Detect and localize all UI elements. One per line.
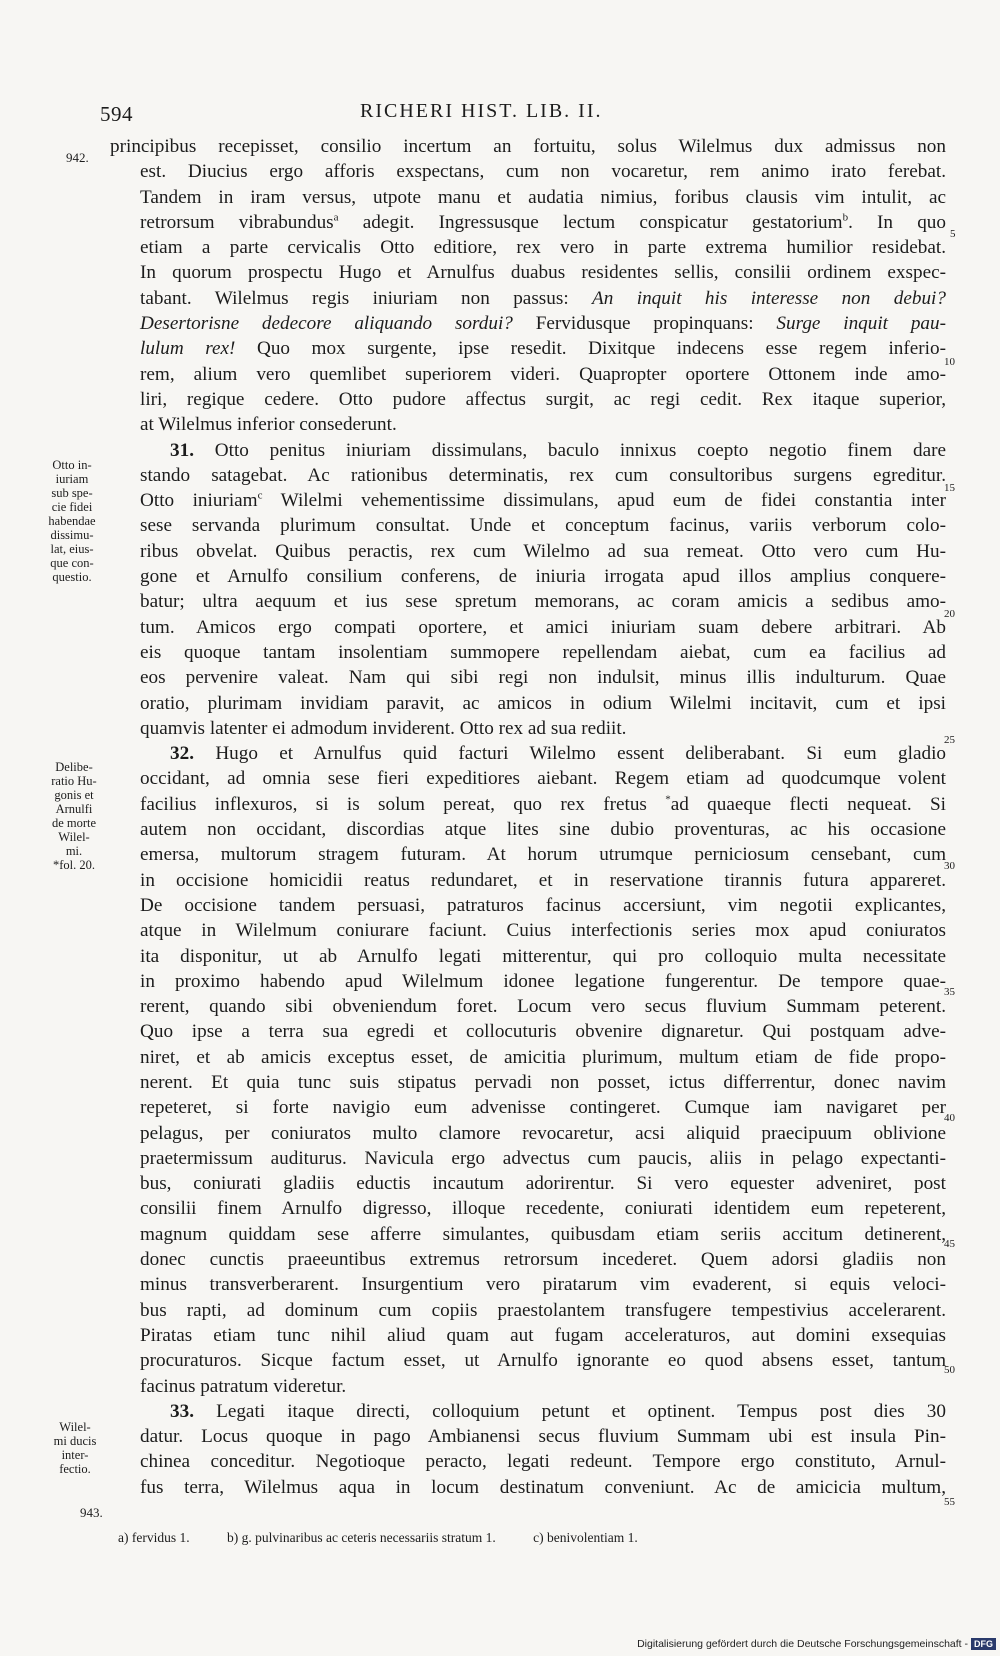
page-header <box>100 100 860 130</box>
section-number-32: 32. <box>170 743 194 765</box>
line-number: 55 <box>944 1496 955 1508</box>
text-segment-italic: Surge inquit pau- <box>776 313 946 335</box>
line-number: 35 <box>944 986 955 998</box>
text-line: quamvis latenter ei admodum inviderent. Otto rex ad sua rediit. <box>140 717 627 739</box>
text-line <box>110 1399 946 1424</box>
margin-note-line: fectio. <box>59 1462 91 1476</box>
text-line <box>110 792 946 817</box>
margin-note-line: inter- <box>61 1448 89 1462</box>
line-number: 5 <box>950 228 956 240</box>
text-segment: adegit. Ingressusque lectum conspicatur gestatorium <box>338 211 843 233</box>
page-number: 594 <box>100 102 133 126</box>
margin-year-942: 942. <box>66 150 89 165</box>
line-number: 50 <box>944 1364 955 1376</box>
text-line: est. Diucius ergo afforis exspectans, cum non vocaretur, rem animo irato ferebat. <box>140 161 946 183</box>
footnote-marker: a <box>333 211 339 224</box>
text-segment: Legati itaque directi, colloquium petunt et optinent. Tempus post dies 30 <box>193 1400 946 1422</box>
text-line: in occisione homicidii reatus redundaret, et in reservatione tirannis futura appareret. <box>140 869 946 891</box>
text-line <box>110 438 946 463</box>
text-line: autem non occidant, discordias atque lites sine dubio proventuras, ac his occasione <box>140 819 946 841</box>
text-line: magnum quiddam sese afferre simulantes, quibusdam etiam seriis accitum detinerent, <box>140 1223 946 1245</box>
text-line: eis quoque tantam insolentiam summopere repellendam aiebat, cum ea facilius ad <box>140 641 946 663</box>
text-line <box>110 488 946 513</box>
margin-note-line: questio. <box>52 570 92 584</box>
text-line: datur. Locus quoque in pago Ambianensi secus fluvium Summam ubi est insula Pin- <box>140 1426 946 1448</box>
margin-note-line: iuriam <box>55 472 89 486</box>
text-line: in proximo habendo apud Wilelmum idonee legatione fungerentur. De tempore quae- <box>140 970 946 992</box>
text-segment: retrorsum vibrabundus <box>140 211 334 233</box>
text-line: at Wilelmus inferior consederunt. <box>140 414 397 436</box>
line-number: 15 <box>944 482 955 494</box>
text-line: sese servanda plurimum consultat. Unde et conceptum facinus, variis verborum colo- <box>140 515 946 537</box>
margin-note-line: mi. <box>65 844 83 858</box>
text-line <box>110 741 946 766</box>
margin-note-line: cie fidei <box>51 500 93 514</box>
text-line: pelagus, per coniuratos multo clamore revocaretur, acsi aliquid praecipuum oblivione <box>140 1122 946 1144</box>
text-line: oratio, plurimam invidiam paravit, ac amicos in odium Wilelmi incitavit, cum et ipsi <box>140 692 946 714</box>
text-line: bus, coniurati gladiis eductis incautum adorirentur. Si vero equester adveniret, post <box>140 1173 946 1195</box>
credit-text: Digitalisierung gefördert durch die Deutsche Forschungsgemeinschaft - <box>637 1638 968 1650</box>
text-segment: ad quaeque flecti nequeat. Si <box>670 793 946 815</box>
folio-marker: * <box>665 793 671 806</box>
text-line: chinea conceditur. Negotioque peracto, legati redeunt. Tempore ergo constituto, Arnul- <box>140 1451 946 1473</box>
text-segment: tabant. Wilelmus regis iniuriam non passus: <box>140 287 593 309</box>
text-segment: Fervidusque propinquans: <box>512 313 777 335</box>
text-segment-italic: Desertorisne dedecore aliquando sordui? <box>140 313 513 335</box>
text-line: facinus patratum videretur. <box>140 1375 347 1397</box>
section-number-31: 31. <box>170 439 194 461</box>
text-line: bus rapti, ad dominum cum copiis praestolantem transfugere tempestivius accelerarent. <box>140 1299 946 1321</box>
text-segment-italic: lulum rex! <box>140 338 236 360</box>
margin-note-line: Wilel- <box>58 830 90 844</box>
text-line: Tandem in iram versus, utpote manu et audatia nimius, foribus clausis vim intulit, ac <box>140 186 946 208</box>
text-line: niret, et ab amicis exceptus esset, de amicitia plurimum, multum etiam de fide propo- <box>140 1046 946 1068</box>
margin-note-line: ratio Hu- <box>51 774 97 788</box>
text-line: praetermissum auditurus. Navicula ergo advectus cum paucis, aliis in pelago expectanti- <box>140 1147 946 1169</box>
text-line: ribus obvelat. Quibus peractis, rex cum Wilelmo ad sua remeat. Otto vero cum Hu- <box>140 540 946 562</box>
text-line: nerent. Et quia tunc suis stipatus pervadi non posset, ictus differrentur, donec navim <box>140 1071 946 1093</box>
text-segment: Otto penitus iniuriam dissimulans, baculo innixus coepto negotio finem dare <box>193 439 946 461</box>
section-number-33: 33. <box>170 1400 194 1422</box>
line-number: 40 <box>944 1112 955 1124</box>
footnote-a: a) fervidus 1. <box>118 1530 190 1545</box>
text-line <box>110 210 946 235</box>
text-line: ita disponitur, ut ab Arnulfo legati mitterentur, qui pro colloquio multa necessitate <box>140 945 946 967</box>
margin-note-line: Otto in- <box>52 458 92 472</box>
text-line <box>110 286 946 311</box>
text-segment: Otto iniuriam <box>140 490 258 512</box>
footnote-marker: c <box>257 489 263 502</box>
line-number: 30 <box>944 860 955 872</box>
text-line: rerent, quando sibi obveniendum foret. Locum vero secus fluvium Summam peterent. <box>140 996 946 1018</box>
text-line: batur; ultra aequum et ius sese spretum memorans, ac coram amicis a sedibus amo- <box>140 591 946 613</box>
margin-note-line: lat, eius- <box>50 542 94 556</box>
text-line: eos pervenire valeat. Nam qui sibi regi non indulsit, minus illis indulturum. Quae <box>140 667 946 689</box>
line-number: 10 <box>944 356 955 368</box>
line-number: 45 <box>944 1238 955 1250</box>
text-line: Piratas etiam tunc nihil aliud quam aut fugam acceleraturos, aut domini exsequias <box>140 1324 946 1346</box>
text-line: consilii finem Arnulfo digresso, illoque recedente, coniurati identidem eum repeterent, <box>140 1198 946 1220</box>
text-segment: Hugo et Arnulfus quid facturi Wilelmo essent deliberabant. Si eum gladio <box>193 743 946 765</box>
margin-note-33 <box>42 1420 108 1476</box>
text-line: fus terra, Wilelmus aqua in locum destinatum conveniunt. Ac de amicicia multum, <box>140 1476 946 1498</box>
margin-note-line: mi ducis <box>53 1434 97 1448</box>
text-line: donec cunctis praeeuntibus extremus retrorsum incederet. Quem adorsi gladiis non <box>140 1249 946 1271</box>
margin-note-32 <box>40 760 108 872</box>
text-line: gone et Arnulfo consilium conferens, de iniuria irrogata apud illos amplius conquere- <box>140 566 946 588</box>
text-line <box>110 336 946 361</box>
text-line: rem, alium vero quemlibet superiorem videri. Quapropter oportere Ottonem inde amo- <box>140 363 946 385</box>
margin-note-line: dissimu- <box>50 528 94 542</box>
text-segment-italic: An inquit his interesse non debui? <box>592 287 946 309</box>
margin-note-line: gonis et <box>54 788 94 802</box>
margin-note-line: Wilel- <box>59 1420 91 1434</box>
text-line: etiam a parte cervicalis Otto editiore, rex vero in parte extrema humilior residebat. <box>140 237 946 259</box>
line-number: 20 <box>944 608 955 620</box>
text-line: repeteret, si forte navigio eum advenisse contingeret. Cumque iam navigaret per <box>140 1097 946 1119</box>
text-line: stando satagebat. Ac rationibus determinatis, rex cum consultoribus surgens egreditur. <box>140 464 946 486</box>
margin-note-line: Arnulfi <box>55 802 93 816</box>
margin-note-line: habendae <box>48 514 96 528</box>
footnote-marker: b <box>842 211 849 224</box>
text-line: liri, regique cedere. Otto pudore affectus surgit, ac regi cedit. Rex itaque superior, <box>140 388 946 410</box>
text-line: atque in Wilelmum coniurare faciunt. Cuius interfectionis series mox apud coniuratos <box>140 920 946 942</box>
dfg-logo-icon: DFG <box>971 1638 996 1650</box>
text-line: De occisione tandem persuasi, patraturos facinus accersiunt, vim negotii explicantes, <box>140 894 946 916</box>
text-segment: . In quo <box>848 211 946 233</box>
text-line: tum. Amicos ergo compati oportere, et amici iniuriam suam debere arbitrari. Ab <box>140 616 946 638</box>
digitization-credit <box>637 1638 996 1650</box>
footnote-b: b) g. pulvinaribus ac ceteris necessariis stratum 1. <box>226 1530 496 1545</box>
text-line: occidant, ad omnia sese fieri expeditiores aiebant. Regem etiam ad quodcumque volent <box>140 768 946 790</box>
margin-note-line: sub spe- <box>51 486 93 500</box>
text-line: Quo ipse a terra sua egredi et collocuturis obvenire dignaretur. Qui postquam adve- <box>140 1021 946 1043</box>
main-text <box>110 134 946 1500</box>
text-segment: Wilelmi vehementissime dissimulans, apud eum de fidei constantia inter <box>262 490 946 512</box>
margin-note-31 <box>40 458 104 584</box>
footnote-c: c) benivolentiam 1. <box>533 1530 638 1545</box>
margin-note-line: Delibe- <box>55 760 93 774</box>
running-title: RICHERI HIST. LIB. II. <box>360 100 603 122</box>
margin-note-line: de morte <box>51 816 97 830</box>
line-number: 25 <box>944 734 955 746</box>
margin-note-line: *fol. 20. <box>52 858 95 872</box>
text-line: emersa, multorum stragem futuram. At horum utrumque perniciosum censebant, cum <box>140 844 946 866</box>
text-segment: Quo mox surgente, ipse resedit. Dixitque indecens esse regem inferio- <box>235 338 946 360</box>
text-segment: facilius inflexuros, si is solum pereat, quo rex fretus <box>140 793 666 815</box>
text-line <box>110 311 946 336</box>
text-line: minus transverberarent. Insurgentium vero piratarum vim evaderent, si equis veloci- <box>140 1274 946 1296</box>
margin-note-line: que con- <box>50 556 94 570</box>
text-line: principibus recepisset, consilio incertum an fortuitu, solus Wilelmus dux admissus non <box>110 136 946 157</box>
text-line: In quorum prospectu Hugo et Arnulfus duabus residentes sellis, consilii ordinem exspec- <box>140 262 946 284</box>
text-line: procuraturos. Sicque factum esset, ut Arnulfo ignorante eo quod absens esset, tantum <box>140 1350 946 1372</box>
margin-year-943: 943. <box>80 1505 103 1520</box>
footnotes <box>118 1530 878 1546</box>
